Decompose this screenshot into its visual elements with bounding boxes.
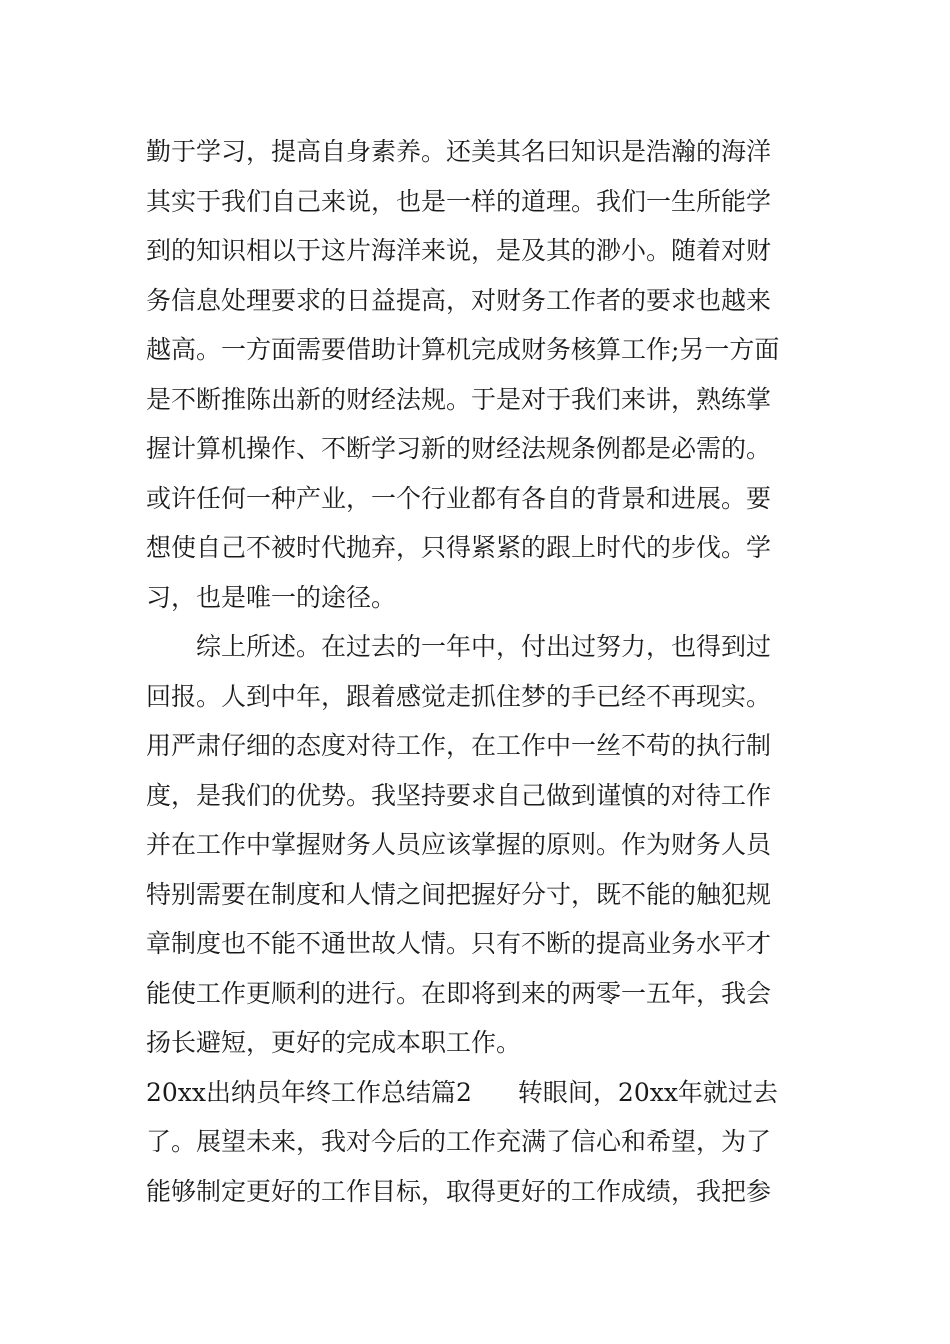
section-first-line: 转眼间，20xx年就过去	[517, 1077, 778, 1107]
text-line: 想使自己不被时代抛弃，只得紧紧的跟上时代的步伐。学	[146, 533, 772, 562]
paragraph-study	[146, 127, 816, 622]
text-line: 越高。一方面需要借助计算机完成财务核算工作;另一方面	[146, 335, 780, 364]
text-line: 了。展望未来，我对今后的工作充满了信心和希望，为了	[146, 1127, 772, 1156]
text-line: 或许任何一种产业，一个行业都有各自的背景和进展。要	[146, 483, 772, 513]
section-heading: 20xx出纳员年终工作总结篇2	[146, 1077, 472, 1107]
section-2	[146, 1068, 816, 1217]
text-line: 习，也是唯一的途径。	[146, 582, 397, 612]
text-line: 扬长避短，更好的完成本职工作。	[146, 1028, 522, 1057]
text-line: 度，是我们的优势。我坚持要求自己做到谨慎的对待工作	[146, 780, 772, 810]
text-line: 是不断推陈出新的财经法规。于是对于我们来讲，熟练掌	[146, 384, 772, 414]
text-line: 务信息处理要求的日益提高，对财务工作者的要求也越来	[146, 285, 772, 315]
text-line: 回报。人到中年，跟着感觉走抓住梦的手已经不再现实。	[146, 681, 772, 711]
text-line: 能够制定更好的工作目标，取得更好的工作成绩，我把参	[146, 1176, 772, 1206]
text-line: 特别需要在制度和人情之间把握好分寸，既不能的触犯规	[146, 879, 772, 909]
text-line: 能使工作更顺利的进行。在即将到来的两零一五年，我会	[146, 978, 772, 1008]
text-line: 章制度也不能不通世故人情。只有不断的提高业务水平才	[146, 929, 772, 958]
text-line: 到的知识相以于这片海洋来说，是及其的渺小。随着对财	[146, 236, 772, 265]
text-line: 勤于学习，提高自身素养。还美其名曰知识是浩瀚的海洋	[146, 137, 772, 166]
text-line: 用严肃仔细的态度对待工作，在工作中一丝不苟的执行制	[146, 731, 772, 760]
paragraph-summary	[146, 622, 816, 1068]
document-body	[146, 127, 816, 1216]
text-line: 握计算机操作、不断学习新的财经法规条例都是必需的。	[146, 434, 772, 463]
text-line: 综上所述。在过去的一年中，付出过努力，也得到过	[196, 632, 772, 661]
section-heading-line	[146, 1068, 816, 1118]
text-line: 并在工作中掌握财务人员应该掌握的原则。作为财务人员	[146, 830, 772, 859]
text-line: 其实于我们自己来说，也是一样的道理。我们一生所能学	[146, 186, 772, 216]
